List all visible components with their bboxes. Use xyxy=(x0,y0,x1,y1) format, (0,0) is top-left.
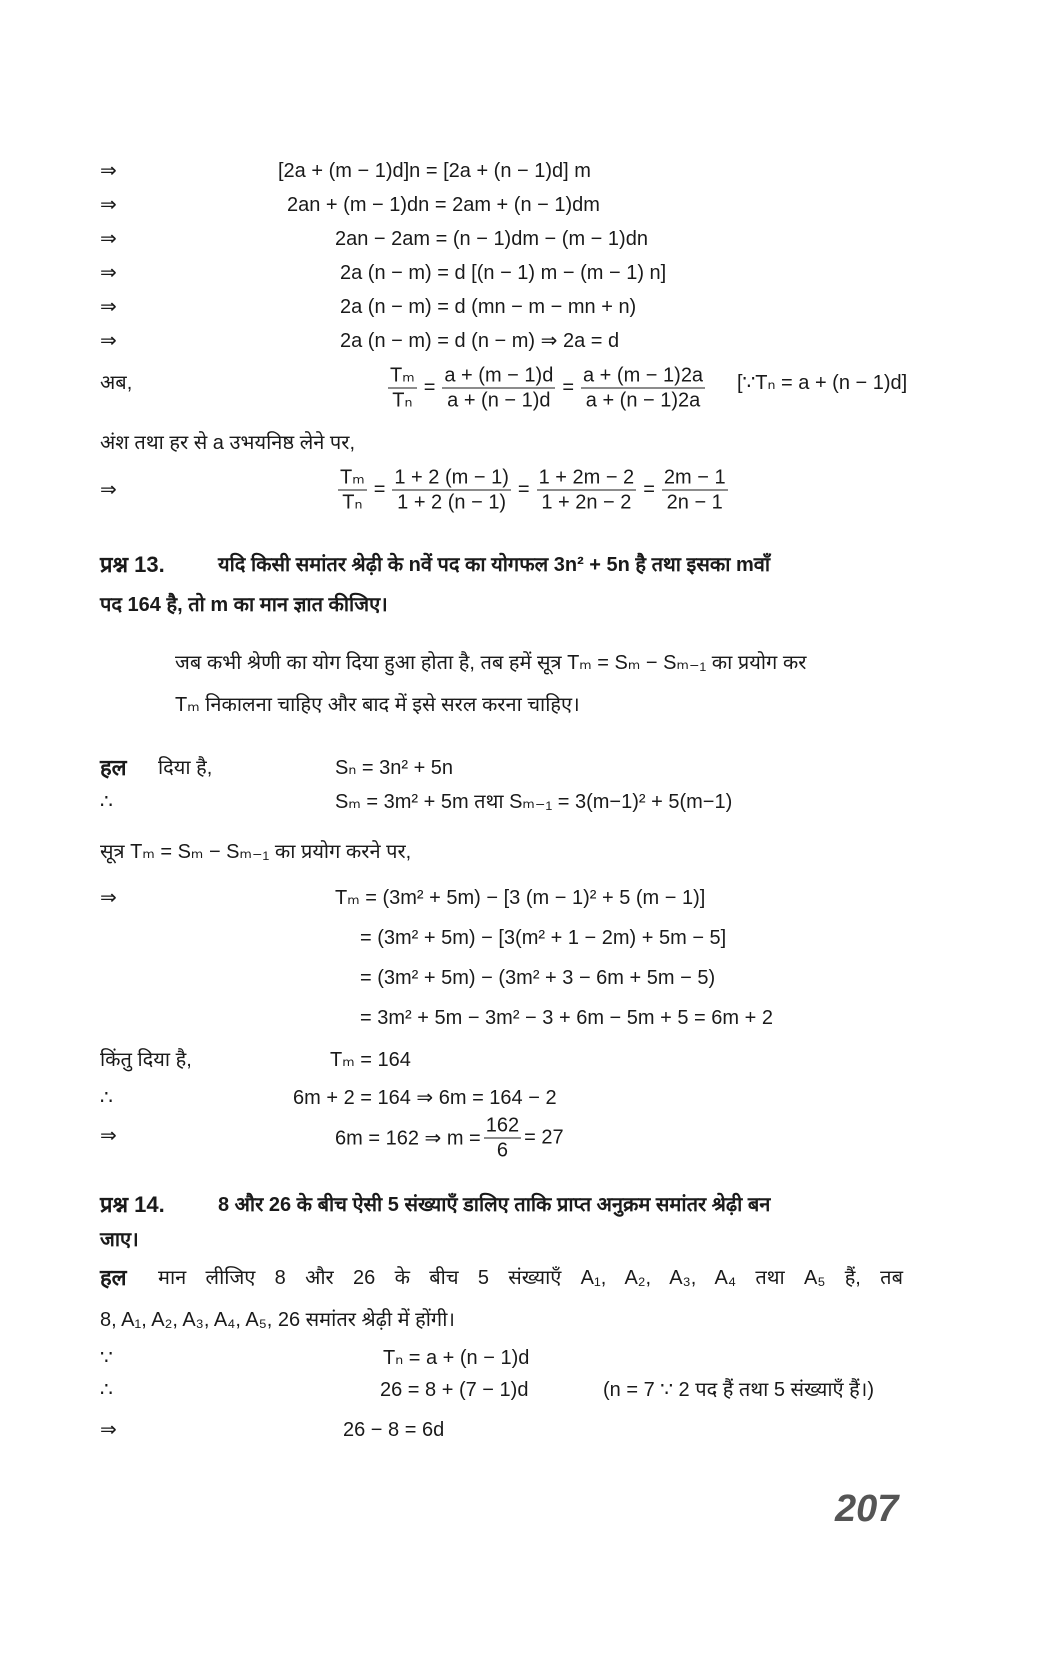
text-line: अंश तथा हर से a उभयनिष्ठ लेने पर, xyxy=(100,432,356,454)
denominator: Tₙ xyxy=(342,491,363,514)
equation-step: = (3m² + 5m) − [3(m² + 1 − 2m) + 5m − 5] xyxy=(360,927,727,949)
equation-step: Tₘ = 164 xyxy=(330,1049,411,1071)
ratio-equation-2 xyxy=(335,466,731,515)
implies-symbol: ⇒ xyxy=(100,262,117,284)
numerator: Tₘ xyxy=(390,364,415,387)
equation-step: 2a (n − m) = d (n − m) ⇒ 2a = d xyxy=(340,330,620,352)
equals: = xyxy=(643,478,655,501)
numerator: Tₘ xyxy=(340,466,365,489)
therefore-symbol: ∴ xyxy=(100,1379,113,1401)
equation-step: = 3m² + 5m − 3m² − 3 + 6m − 5m + 5 = 6m + 2 xyxy=(360,1007,773,1029)
ab-label: अब, xyxy=(100,372,133,394)
equation-text: = 27 xyxy=(524,1126,564,1149)
hint-text: Tₘ निकालना चाहिए और बाद में इसे सरल करना चाहिए। xyxy=(175,694,580,716)
equation-step: Sₙ = 3n² + 5n xyxy=(335,757,454,779)
equation-step: Tₙ = a + (n − 1)d xyxy=(383,1347,530,1369)
solution-text: 8, A₁, A₂, A₃, A₄, A₅, 26 समांतर श्रेढ़ी में होंगी। xyxy=(100,1309,455,1331)
question-14-label: प्रश्न 14. xyxy=(100,1192,165,1217)
equation-step: Sₘ = 3m² + 5m तथा Sₘ₋₁ = 3(m−1)² + 5(m−1) xyxy=(335,791,733,813)
equation-step: 26 = 8 + (7 − 1)d xyxy=(380,1379,529,1401)
implies-symbol: ⇒ xyxy=(100,296,117,318)
question-14-text: जाए। xyxy=(100,1229,139,1251)
therefore-symbol: ∴ xyxy=(100,791,113,813)
question-14-text: 8 और 26 के बीच ऐसी 5 संख्याएँ डालिए ताकि प्राप्त अनुक्रम समांतर श्रेढ़ी बन xyxy=(218,1194,771,1216)
denominator: 6 xyxy=(496,1139,508,1162)
text-line: किंतु दिया है, xyxy=(100,1049,192,1071)
equation-step: [2a + (m − 1)d]n = [2a + (n − 1)d] m xyxy=(278,160,591,182)
hint-text: जब कभी श्रेणी का योग दिया हुआ होता है, तब हमें सूत्र Tₘ = Sₘ − Sₘ₋₁ का प्रयोग कर xyxy=(175,652,807,674)
fraction xyxy=(338,466,367,515)
numerator: a + (m − 1)2a xyxy=(583,364,704,387)
fraction xyxy=(388,364,417,413)
solution-label: हल xyxy=(100,755,127,780)
denominator: a + (n − 1)2a xyxy=(585,389,701,412)
numerator: 1 + 2 (m − 1) xyxy=(394,466,509,489)
fraction xyxy=(442,364,555,413)
numerator: 2m − 1 xyxy=(663,466,726,489)
denominator: Tₙ xyxy=(392,389,413,412)
equals: = xyxy=(562,376,574,399)
final-equation xyxy=(335,1114,564,1163)
fraction xyxy=(484,1114,521,1163)
note: [∵Tₙ = a + (n − 1)d] xyxy=(737,372,908,394)
numerator: 162 xyxy=(485,1114,520,1137)
implies-symbol: ⇒ xyxy=(100,194,117,216)
denominator: 2n − 1 xyxy=(666,491,723,514)
page-number: 207 xyxy=(835,1488,899,1530)
question-13-text: पद 164 है, तो m का मान ज्ञात कीजिए। xyxy=(100,594,388,616)
denominator: a + (n − 1)d xyxy=(447,389,551,412)
denominator: 1 + 2 (n − 1) xyxy=(397,491,507,514)
equation-step: 2a (n − m) = d [(n − 1) m − (m − 1) n] xyxy=(340,262,667,284)
because-symbol: ∵ xyxy=(100,1347,113,1369)
equation-text: 6m = 162 ⇒ m = xyxy=(335,1127,481,1150)
ratio-equation-1 xyxy=(385,364,708,413)
given-label: दिया है, xyxy=(158,757,213,779)
equation-step: 6m + 2 = 164 ⇒ 6m = 164 − 2 xyxy=(293,1087,557,1109)
question-13-text: यदि किसी समांतर श्रेढ़ी के nवें पद का योगफल 3n² + 5n है तथा इसका mवाँ xyxy=(218,554,771,576)
note: (n = 7 ∵ 2 पद हैं तथा 5 संख्याएँ हैं।) xyxy=(603,1379,875,1401)
fraction xyxy=(581,364,705,413)
equals: = xyxy=(373,478,386,501)
text-line: सूत्र Tₘ = Sₘ − Sₘ₋₁ का प्रयोग करने पर, xyxy=(100,841,412,863)
implies-symbol: ⇒ xyxy=(100,887,117,909)
fraction xyxy=(662,466,728,515)
implies-symbol: ⇒ xyxy=(100,330,117,352)
equation-step: 2an − 2am = (n − 1)dm − (m − 1)dn xyxy=(335,228,648,250)
fraction xyxy=(392,466,511,515)
equation-step: Tₘ = (3m² + 5m) − [3 (m − 1)² + 5 (m − 1)] xyxy=(335,887,706,909)
numerator: 1 + 2m − 2 xyxy=(538,466,635,489)
implies-symbol: ⇒ xyxy=(100,1125,117,1147)
equals: = xyxy=(423,376,436,399)
equation-step: 26 − 8 = 6d xyxy=(343,1419,445,1441)
question-13-label: प्रश्न 13. xyxy=(100,552,165,577)
equals: = xyxy=(517,478,530,501)
solution-text: मान लीजिए 8 और 26 के बीच 5 संख्याएँ A₁, A₂, A₃, A₄ तथा A₅ हैं, तब xyxy=(158,1267,903,1289)
denominator: 1 + 2n − 2 xyxy=(541,491,632,514)
implies-symbol: ⇒ xyxy=(100,160,117,182)
implies-symbol: ⇒ xyxy=(100,479,117,501)
therefore-symbol: ∴ xyxy=(100,1087,113,1109)
equation-step: 2an + (m − 1)dn = 2am + (n − 1)dm xyxy=(287,194,600,216)
numerator: a + (m − 1)d xyxy=(444,364,554,387)
equation-step: 2a (n − m) = d (mn − m − mn + n) xyxy=(340,296,637,318)
solution-label: हल xyxy=(100,1265,127,1290)
equation-step: = (3m² + 5m) − (3m² + 3 − 6m + 5m − 5) xyxy=(360,967,716,989)
implies-symbol: ⇒ xyxy=(100,228,117,250)
fraction xyxy=(537,466,637,515)
implies-symbol: ⇒ xyxy=(100,1419,117,1441)
